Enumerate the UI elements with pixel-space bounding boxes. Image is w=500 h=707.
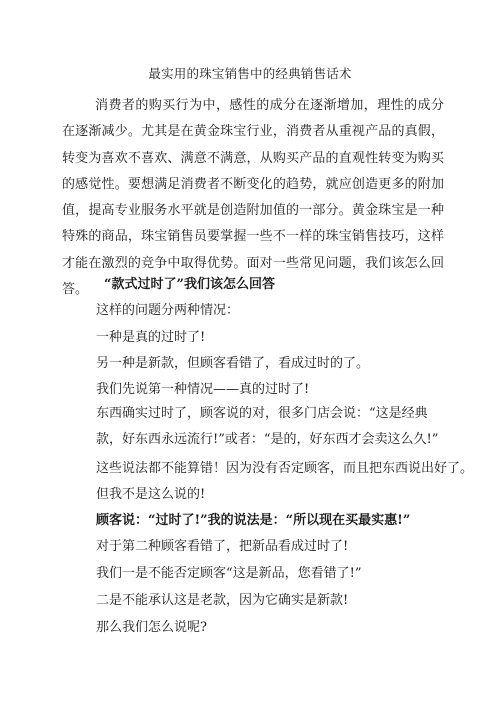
text-line: 另一种是新款，但顾客看错了，看成过时的了。 [96, 356, 370, 371]
text-line: 这样的问题分两种情况： [96, 303, 240, 318]
intro-paragraph: 消费者的购买行为中，感性的成分在逐渐增加，理性的成分在逐渐减少。尤其是在黄金珠宝行业，消费者从重视产品的真假，转变为喜欢不喜欢、满意不满意，从购买产品的直观性转变为购买的感觉性。要想满足消费者不断变化的趋势，就应创造更多的附加值，提高专业服务水平就是创造附加值的一部分。黄金珠宝是一种特殊的商品，珠宝销售员要掌握一些不一样的珠宝销售技巧，这样才能在激烈的竞争中取得优势。面对一些常见问题，我们该怎么回答。 [62, 98, 444, 298]
text-line: 我们一是不能否定顾客“这是新品，您看错了!” [96, 566, 362, 581]
text-line: 二是不能承认这是老款，因为它确实是新款! [96, 593, 349, 608]
section-heading: “款式过时了”我们该怎么回答 [104, 277, 275, 292]
text-line: 但我不是这么说的! [96, 487, 206, 502]
text-line: 一种是真的过时了! [96, 330, 206, 345]
text-line: 那么我们怎么说呢? [96, 620, 207, 635]
text-line: 我们先说第一种情况——真的过时了! [96, 382, 310, 397]
text-paragraph: 东西确实过时了，顾客说的对，很多门店会说：“这是经典款，好东西永远流行!”或者：“是的，好东西才会卖这么久!” [96, 406, 439, 447]
document-title: 最实用的珠宝销售中的经典销售话术 [148, 66, 352, 81]
text-line: 这些说法都不能算错！因为没有否定顾客，而且把东西说出好了。 [96, 461, 474, 476]
customer-quote-heading: 顾客说：“过时了!”我的说法是：“所以现在买最实惠!” [96, 513, 411, 528]
text-line: 对于第二种顾客看错了，把新品看成过时了! [96, 539, 349, 554]
